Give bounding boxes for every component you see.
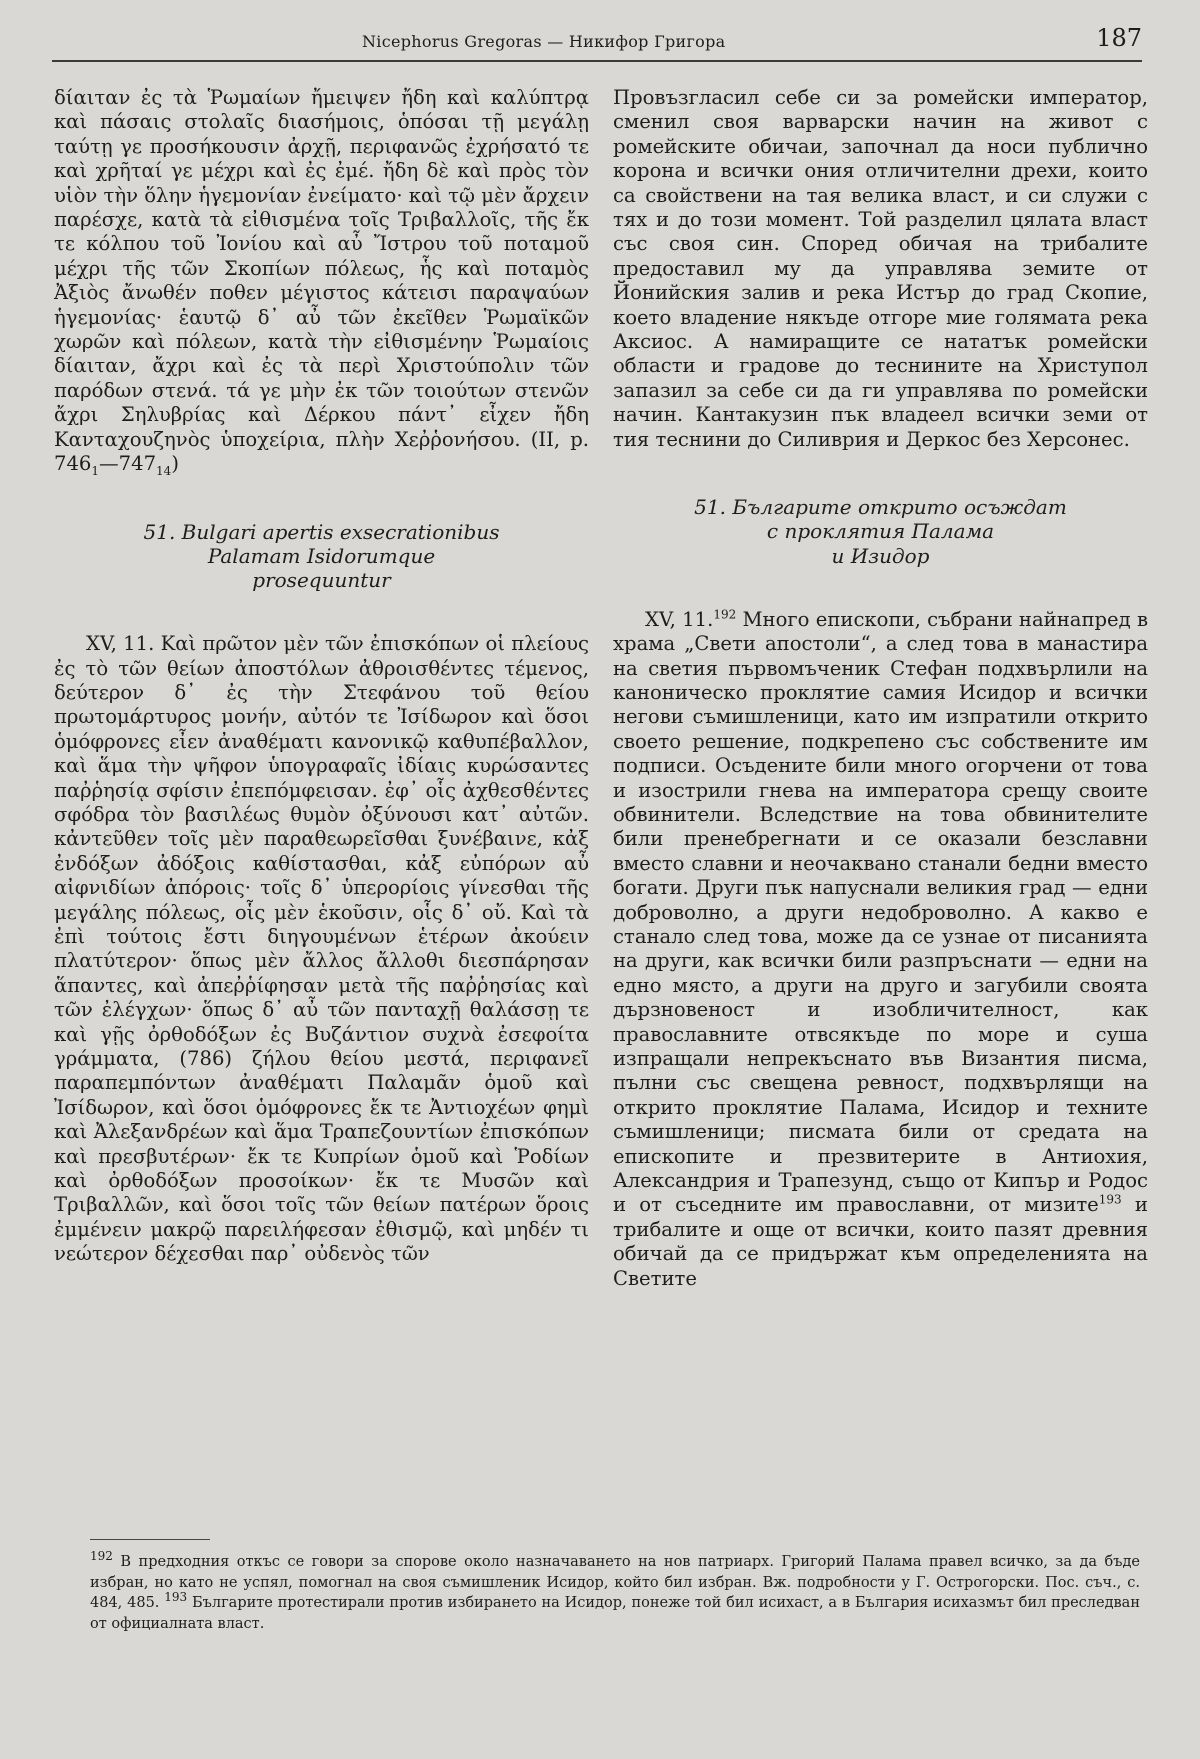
- running-title: Nicephorus Gregoras — Никифор Григора: [362, 32, 726, 51]
- greek-section-heading: 51. Bulgari apertis exsecrationibus Palamam Isidorumque prosequuntur: [143, 519, 500, 592]
- page-number: 187: [1096, 24, 1142, 52]
- bulgarian-paragraph-1: Провъзгласил себе си за ромейски император, сменил своя варварски начин на живот с ромейските обичаи, започнал да носи публично корона и всички ония отличителни дрехи, които са свойствени на тая велика власт, и си служи с тях и до този момент. Той разделил цялата власт със своя син. Според обичая на трибалите предоставил му да управлява земите от Йонийския залив и река Истър до град Скопие, което владение някъде отгоре мие голямата река Аксиос. А намиращите се нататък ромейски области и градове до теснините на Христупол запазил за себе си да ги управлява по ромейски начин. Кантакузин пък владеел всички земи от тия теснини до Силиврия и Деркос без Херсонес.: [613, 86, 1148, 451]
- greek-column: [54, 86, 589, 1267]
- running-header: [52, 24, 1142, 62]
- footnote-ref-193: 193: [1098, 1192, 1122, 1207]
- footnote-divider: [90, 1539, 210, 1540]
- footnotes: [90, 1549, 1140, 1634]
- bulgarian-section-heading: 51. Българите открито осъждат с проклятия Палама и Изидор: [694, 495, 1067, 568]
- footnote-text: $^{192}$ В предходния откъс се говори за спорове около назначаването на нов патриарх. Григорий Палама правел всичко, за да бъде избран, но като не успял, помогнал на своя съмишленик Исидор, който бил избран. Вж. подробности у Г. Острогорски. Пос. съч., с. 484, 485. $^{193}$ Българите протестирали против избирането на Исидор, понеже той бил исихаст, а в България исихазмът бил преследван от официалната власт.: [90, 1549, 1140, 1632]
- bulgarian-column: [613, 86, 1148, 1291]
- greek-paragraph-2: XV, 11. Καὶ πρῶτον μὲν τῶν ἐπισκόπων οἱ πλείους ἐς τὸ τῶν θείων ἀποστόλων ἀθροισθέντες τέμενος, δεύτερον δ᾽ ἐς τὴν Στεφάνου τοῦ θείου πρωτομάρτυρος μονήν, αὐτόν τε Ἰσίδωρον καὶ ὅσοι ὁμόφρονες εἶεν ἀναθέματι κανονικῷ καθυπέβαλλον, καὶ ἅμα τὴν ψῆφον ὑπογραφαῖς ἰδίαις κυρώσαντες παῤῥησίᾳ σφίσιν ἐπεπόμφεισαν. ἐφ᾽ οἷς ἀχθεσθέντες σφόδρα τὸν βασιλέως θυμὸν ὀξύνουσι κατ᾽ αὐτῶν. κἀντεῦθεν τοῖς μὲν παραθεωρεῖσθαι ξυνέβαινε, κἀξ ἐνδόξων ἀδόξοις καθίστασθαι, κἀξ εὐπόρων αὖ αἰφνιδίων ἀπόροις· τοῖς δ᾽ ὑπερορίοις γίνεσθαι τῆς μεγάλης πόλεως, οἷς μὲν ἑκοῦσιν, οἷς δ᾽ οὔ. Καὶ τὰ ἐπὶ τούτοις ἔστι διηγουμένων ἑτέρων ἀκούειν πλατύτερον· ὅπως μὲν ἄλλος ἄλλοθι διεσπάρησαν ἅπαντες, καὶ ἀπεῤῥίφησαν μετὰ τῆς παῤῥησίας καὶ τῶν ἐλέγχων· ὅπως δ᾽ αὖ τῶν πανταχῇ θαλάσσῃ τε καὶ γῇς ὀρθοδόξων ἐς Βυζάντιον συχνὰ ἐσεφοίτα γράμματα, (786) ζήλου θείου μεστά, περιφανεῖ παραπεμπόντων ἀναθέματι Παλαμᾶν ὁμοῦ καὶ Ἰσίδωρον, καὶ ὅσοι ὁμόφρονες ἔκ τε Ἀντιοχέων φημὶ καὶ Ἀλεξανδρέων καὶ ἅμα Τραπεζουντίων ἐπισκόπων καὶ πρεσβυτέρων· ἔκ τε Κυπρίων ὁμοῦ καὶ Ῥοδίων καὶ ὀρθοδόξων προσοίκων· ἔκ τε Μυσῶν καὶ Τριβαλλῶν, καὶ ὅσοι τοῖς τῶν θείων πατέρων ὅροις ἐμμένειν μακρῷ παρειλήφεσαν ἐθισμῷ, καὶ μηδέν τι νεώτερον δέχεσθαι παρ᾽ οὐδενὸς τῶν: [54, 632, 589, 1266]
- greek-paragraph-1: δίαιταν ἐς τὰ Ῥωμαίων ἤμειψεν ἤδη καὶ καλύπτρᾳ καὶ πάσαις στολαῖς διασήμοις, ὁπόσαι τῇ μεγάλῃ ταύτῃ γε προσήκουσιν ἀρχῇ, περιφανῶς ἐχρήσατό τε καὶ χρῆταί γε μέχρι καὶ ἐς ἐμέ. ἤδη δὲ καὶ πρὸς τὸν υἱὸν τὴν ὅλην ἡγεμονίαν ἐνείματο· καὶ τῷ μὲν ἄρχειν παρέσχε, κατὰ τὰ εἰθισμένα τοῖς Τριβαλλοῖς, τῆς ἔκ τε κόλπου τοῦ Ἰονίου καὶ αὖ Ἴστρου τοῦ ποταμοῦ μέχρι τῆς τῶν Σκοπίων πόλεως, ἧς καὶ ποταμὸς Ἀξιὸς ἄνωθέν ποθεν μέγιστος κάτεισι παραψαύων ἡγεμονίας· ἑαυτῷ δ᾽ αὖ τῶν ἐκεῖθεν Ῥωμαϊκῶν χωρῶν καὶ πόλεων, κατὰ τὴν εἰθισμένην Ῥωμαίοις δίαιταν, ἄχρι καὶ ἐς τὰ περὶ Χριστούπολιν τῶν παρόδων στενά. τά γε μὴν ἐκ τῶν τοιούτων στενῶν ἄχρι Σηλυβρίας καὶ Δέρκου πάντ᾽ εἶχεν ἤδη Κανταχουζηνὸς ὑποχείρια, πλὴν Χεῤῥονήσου. (II, p. $746_1—747_{14}$): [54, 86, 589, 478]
- footnote-ref-192: 192: [713, 607, 737, 622]
- bulgarian-paragraph-2: XV, 11.$^{192}$ Много епископи, събрани найнапред в храма „Свети апостоли“, а след това в манастира на светия първомъченик Стефан подхвърлили на каноническо проклятие самия Исидор и всички негови съмишленици, като им изпратили открито своето решение, подкрепено със собствените им подписи. Осъдените били много огорчени от това и изострили гнева на императора срещу своите обвинители. Вследствие на това обвинителите били пренебрегнати и се оказали безславни вместо славни и неочаквано станали бедни вместо богати. Други пък напуснали великия град — едни доброволно, а други недоброволно. А какво е станало след това, може да се узнае от писанията на други, как всички били разпръснати — едни на едно място, а други на друго и загубили своята дързновеност и изобличителност, как православните отвсякъде по море и суша изпращали непрекъснато във Византия писма, пълни със свещена ревност, подхвърлящи на открито проклятие Палама, Исидор и техните съмишленици; писмата били от средата на епископите и презвитерите в Антиохия, Александрия и Трапезунд, също от Кипър и Родос и от съседните им православни, от мизите$^{193}$ и трибалите и още от всички, които пазят древния обичай да се придържат към определенията на Светите: [613, 607, 1148, 1290]
